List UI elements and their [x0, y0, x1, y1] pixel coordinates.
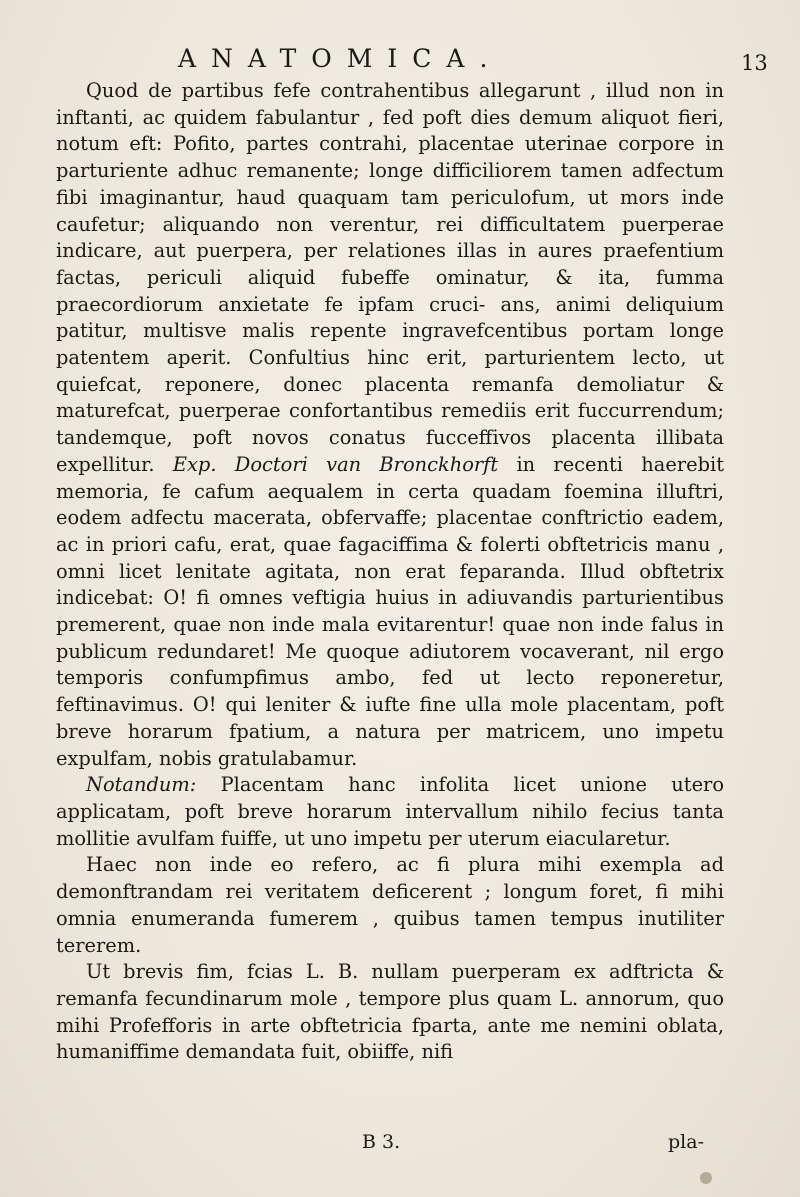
paragraph-2: Haec non inde eo refero, ac fi plura mihi exempla ad demonftrandam rei veritatem deficerent ; longum foret, fi mihi omnia enumeranda fumerem , quibus tamen tempus inutiliter tererem. — [56, 853, 724, 957]
citation: Exp. Doctori van Bronckhorft — [172, 452, 499, 476]
ink-stain — [700, 1172, 712, 1184]
paragraph-1 — [56, 78, 724, 772]
paragraph-1-continuation: in recenti haerebit memoria, fe cafum aequalem in certa quadam foemina illuftri, eodem adfectu macerata, obfervaffe; placentae conftrictio eadem, ac in priori cafu, erat, quae fagaciffima & folerti obftetricis manu , omni licet lenitate agitata, non erat feparanda. Illud obftetrix indicebat: O! fi omnes veftigia huius in adiuvandis parturientibus premerent, quae non inde mala evitarentur! quae non inde falus in publicum redundaret! Me quoque adiutorem vocaverant, nil ergo temporis confumpfimus ambo, fed ut lecto reponeretur, feftinavimus. O! qui leniter & iufte fine ulla mole placentam, poft breve horarum fpatium, a natura per matricem, uno impetu expulfam, nobis gratulabamur. — [56, 452, 724, 770]
catchword: pla- — [668, 1131, 704, 1153]
body-text — [56, 78, 724, 1066]
notandum-text: Placentam hanc infolita licet unione utero applicatam, poft breve horarum intervallum nihilo fecius tanta mollitie avulfam fuiffe, ut uno impetu per uterum eiacularetur. — [56, 773, 724, 850]
page-number: 13 — [741, 51, 768, 75]
paragraph-1-text: Quod de partibus fefe contrahentibus allegarunt , illud non in inftanti, ac quidem fabulantur , fed poft dies demum aliquot fieri, notum eft: Pofito, partes contrahi, placentae uterinae corpore in parturiente adhuc remanente; longe difficiliorem tamen adfectum fibi imaginantur, haud quaquam tam periculofum, ut mors inde caufetur; aliquando non verentur, rei difficultatem puerperae indicare, aut puerpera, per relationes illas in aures praefentium factas, periculi aliquid fubeffe ominatur, & ita, fumma praecordiorum anxietate fe ipfam cruci- ans, animi deliquium patitur, multisve malis repente ingravefcentibus portam longe patentem aperit. Confultius hinc erit, parturientem lecto, ut quiefcat, reponere, donec placenta remanfa demoliatur & maturefcat, puerperae confortantibus remediis erit fuccurrendum; tandemque, poft novos conatus fucceffivos placenta illibata expellitur. — [56, 79, 724, 476]
notandum-label: Notandum: — [86, 773, 197, 797]
notandum-paragraph — [56, 772, 724, 852]
running-title: ANATOMICA. — [178, 44, 503, 73]
paragraph-3: Ut brevis fim, fcias L. B. nullam puerperam ex adftricta & remanfa fecundinarum mole , tempore plus quam L. annorum, quo mihi Profefforis in arte obftetricia fparta, ante me nemini oblata, humaniffime demandata fuit, obiiffe, nifi — [56, 960, 724, 1064]
signature-mark: B 3. — [362, 1131, 401, 1153]
